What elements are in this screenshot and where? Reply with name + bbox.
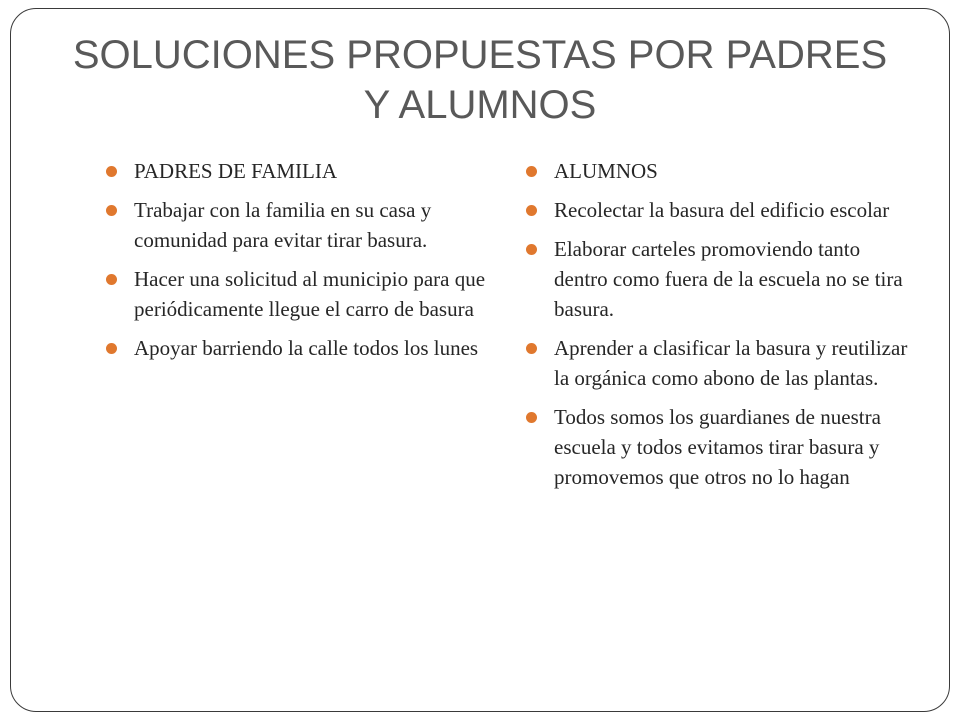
right-column-list [526,156,918,501]
bullet-dot-icon [526,244,537,255]
bullet-dot-icon [106,205,117,216]
list-item [106,264,490,324]
list-item-text: Todos somos los guardianes de nuestra escuela y todos evitamos tirar basura y promovemos que otros no lo hagan [554,405,881,489]
left-column-list [106,156,490,372]
bullet-dot-icon [106,343,117,354]
list-item [526,156,918,186]
slide-title: SOLUCIONES PROPUESTAS POR PADRES Y ALUMNOS [72,33,888,127]
list-item-text: Elaborar carteles promoviendo tanto dentro como fuera de la escuela no se tira basura. [554,237,903,321]
list-item [106,333,490,363]
list-item [526,234,918,324]
bullet-dot-icon [526,205,537,216]
list-item-text: PADRES DE FAMILIA [134,159,338,183]
list-item [106,195,490,255]
bullet-dot-icon [526,412,537,423]
list-item [526,333,918,393]
list-item-text: Recolectar la basura del edificio escolar [554,198,890,222]
list-item-text: Aprender a clasificar la basura y reutilizar la orgánica como abono de las plantas. [554,336,908,390]
bullet-dot-icon [526,343,537,354]
list-item-text: Apoyar barriendo la calle todos los lunes [134,336,479,360]
list-item-text: ALUMNOS [554,159,658,183]
list-item [106,156,490,186]
list-item-text: Trabajar con la familia en su casa y comunidad para evitar tirar basura. [134,198,432,252]
bullet-dot-icon [526,166,537,177]
bullet-dot-icon [106,274,117,285]
list-item [526,402,918,492]
bullet-dot-icon [106,166,117,177]
list-item-text: Hacer una solicitud al municipio para que periódicamente llegue el carro de basura [134,267,486,321]
list-item [526,195,918,225]
